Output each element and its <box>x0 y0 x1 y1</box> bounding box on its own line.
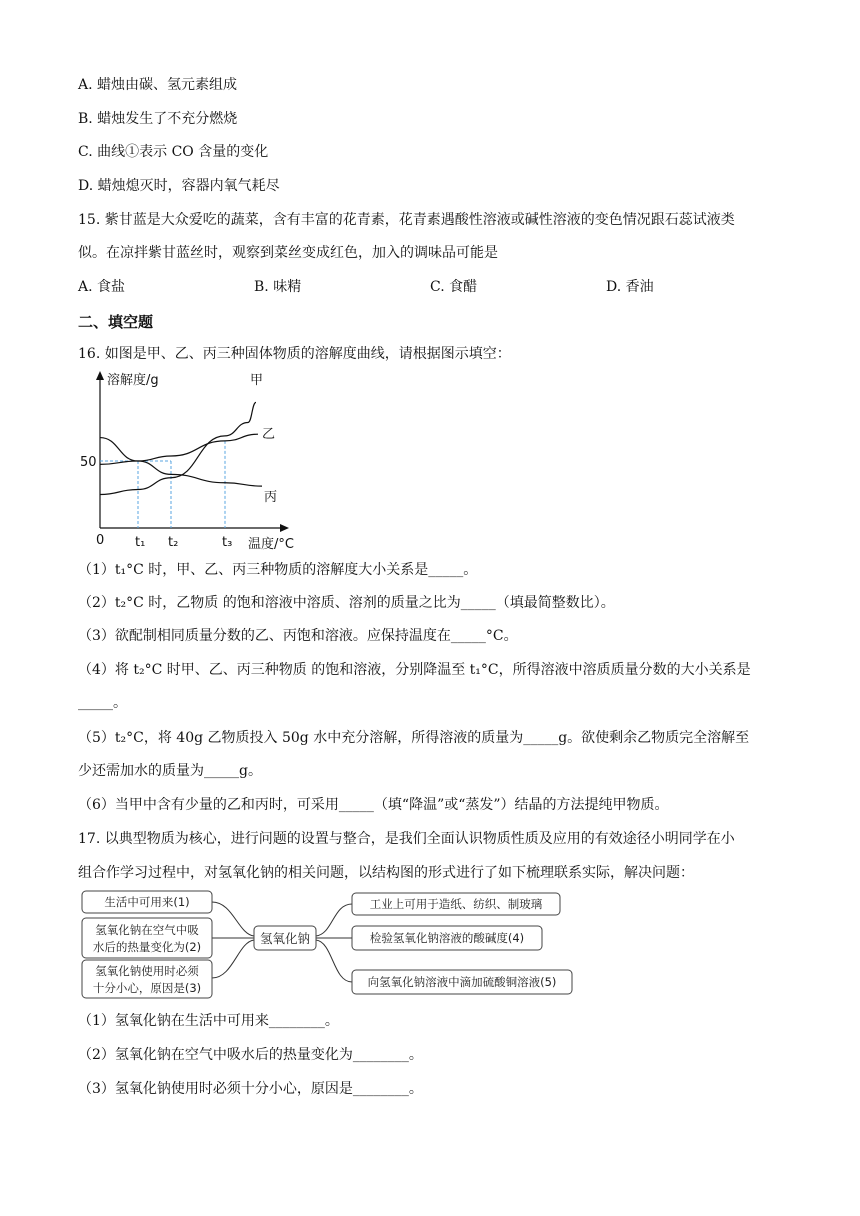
q17-stem-line2: 组合作学习过程中，对氢氧化钠的相关问题，以结构图的形式进行了如下梳理联系实际，解决问题： <box>78 865 694 881</box>
y-axis-arrow-icon <box>96 371 104 380</box>
series-label-3: 丙 <box>264 490 278 505</box>
q15-option-c: C. 食醋 <box>430 279 478 295</box>
q16-sub4-line1: （4）将 t₂°C 时甲、乙、丙三种物质 的饱和溶液，分别降温至 t₁°C，所得溶液中溶质质量分数的大小关系是 <box>78 662 751 678</box>
q15-option-a: A. 食盐 <box>78 279 126 295</box>
sodium-hydroxide-mindmap <box>78 888 578 1000</box>
connector-left-3 <box>212 940 254 978</box>
solubility-chart <box>78 370 308 555</box>
q16-sub6: （6）当甲中含有少量的乙和丙时，可采用_____（填“降温”或“蒸发”）结晶的方法提纯甲物质。 <box>78 797 669 813</box>
q16-sub5-line1: （5）t₂°C，将 40g 乙物质投入 50g 水中充分溶解，所得溶液的质量为_____g。欲使剩余乙物质完全溶解至 <box>78 730 750 746</box>
q14-option-c: C. 曲线①表示 CO 含量的变化 <box>78 144 269 160</box>
origin-label: 0 <box>96 533 105 548</box>
q15-option-b: B. 味精 <box>254 279 302 295</box>
q14-option-a: A. 蜡烛由碳、氢元素组成 <box>78 77 238 93</box>
mindmap-left-box-3-text-1: 氢氧化钠使用时必须 <box>95 964 199 978</box>
q15-stem-line2: 似。在凉拌紫甘蓝丝时，观察到菜丝变成红色，加入的调味品可能是 <box>78 245 498 261</box>
x-axis-arrow-icon <box>280 524 289 532</box>
mindmap-right-box-3-text: 向氢氧化钠溶液中滴加硫酸铜溶液(5) <box>367 975 557 989</box>
q17-stem-line1: 17. 以典型物质为核心，进行问题的设置与整合，是我们全面认识物质性质及应用的有效途径小明同学在小 <box>78 831 735 847</box>
section-title: 二、填空题 <box>78 313 154 331</box>
mindmap-right-box-1-text: 工业上可用于造纸、纺织、制玻璃 <box>369 897 543 911</box>
y-axis-label: 溶解度/g <box>107 373 159 388</box>
mindmap-left-box-1-text: 生活中可用来(1) <box>104 895 190 909</box>
mindmap-right-box-2-text: 检验氢氧化钠溶液的酸碱度(4) <box>369 931 525 945</box>
mindmap-left-box-2-text-1: 氢氧化钠在空气中吸 <box>95 923 199 937</box>
series-label-2: 乙 <box>262 427 276 442</box>
q16-sub4-line2: _____。 <box>78 695 127 711</box>
mindmap-left-box-3-text-2: 十分小心，原因是(3) <box>92 981 202 995</box>
q16-sub1: （1）t₁°C 时，甲、乙、丙三种物质的溶解度大小关系是_____。 <box>78 562 478 578</box>
mindmap-center-text: 氢氧化钠 <box>259 931 311 946</box>
mindmap-left-box-2-text-2: 水后的热量变化为(2) <box>92 940 202 954</box>
q17-sub1: （1）氢氧化钠在生活中可用来________。 <box>78 1013 339 1029</box>
q17-sub3: （3）氢氧化钠使用时必须十分小心，原因是________。 <box>78 1081 423 1097</box>
connector-right-3 <box>316 940 352 982</box>
q15-option-d: D. 香油 <box>606 279 654 295</box>
series-curve-1 <box>100 402 256 494</box>
x-tick-label-3: t₃ <box>222 535 233 550</box>
q16-stem: 16. 如图是甲、乙、丙三种固体物质的溶解度曲线，请根据图示填空： <box>78 346 511 362</box>
q14-option-d: D. 蜡烛熄灭时，容器内氧气耗尽 <box>78 178 280 194</box>
q16-sub2: （2）t₂°C 时，乙物质 的饱和溶液中溶质、溶剂的质量之比为_____（填最简整数比）。 <box>78 595 615 611</box>
y-tick-label-50: 50 <box>80 455 97 470</box>
q14-option-b: B. 蜡烛发生了不充分燃烧 <box>78 111 238 127</box>
q16-sub5-line2: 少还需加水的质量为_____g。 <box>78 763 262 779</box>
q17-sub2: （2）氢氧化钠在空气中吸水后的热量变化为________。 <box>78 1047 423 1063</box>
x-tick-label-1: t₁ <box>135 535 146 550</box>
x-axis-label: 温度/°C <box>248 537 294 552</box>
connector-right-1 <box>316 904 352 936</box>
q15-stem-line1: 15. 紫甘蓝是大众爱吃的蔬菜，含有丰富的花青素，花青素遇酸性溶液或碱性溶液的变色情况跟石蕊试液类 <box>78 212 735 228</box>
q16-sub3: （3）欲配制相同质量分数的乙、丙饱和溶液。应保持温度在_____°C。 <box>78 628 518 644</box>
x-tick-label-2: t₂ <box>168 535 179 550</box>
connector-left-1 <box>212 902 254 936</box>
series-label-1: 甲 <box>250 373 264 388</box>
series-curve-2 <box>100 434 258 464</box>
